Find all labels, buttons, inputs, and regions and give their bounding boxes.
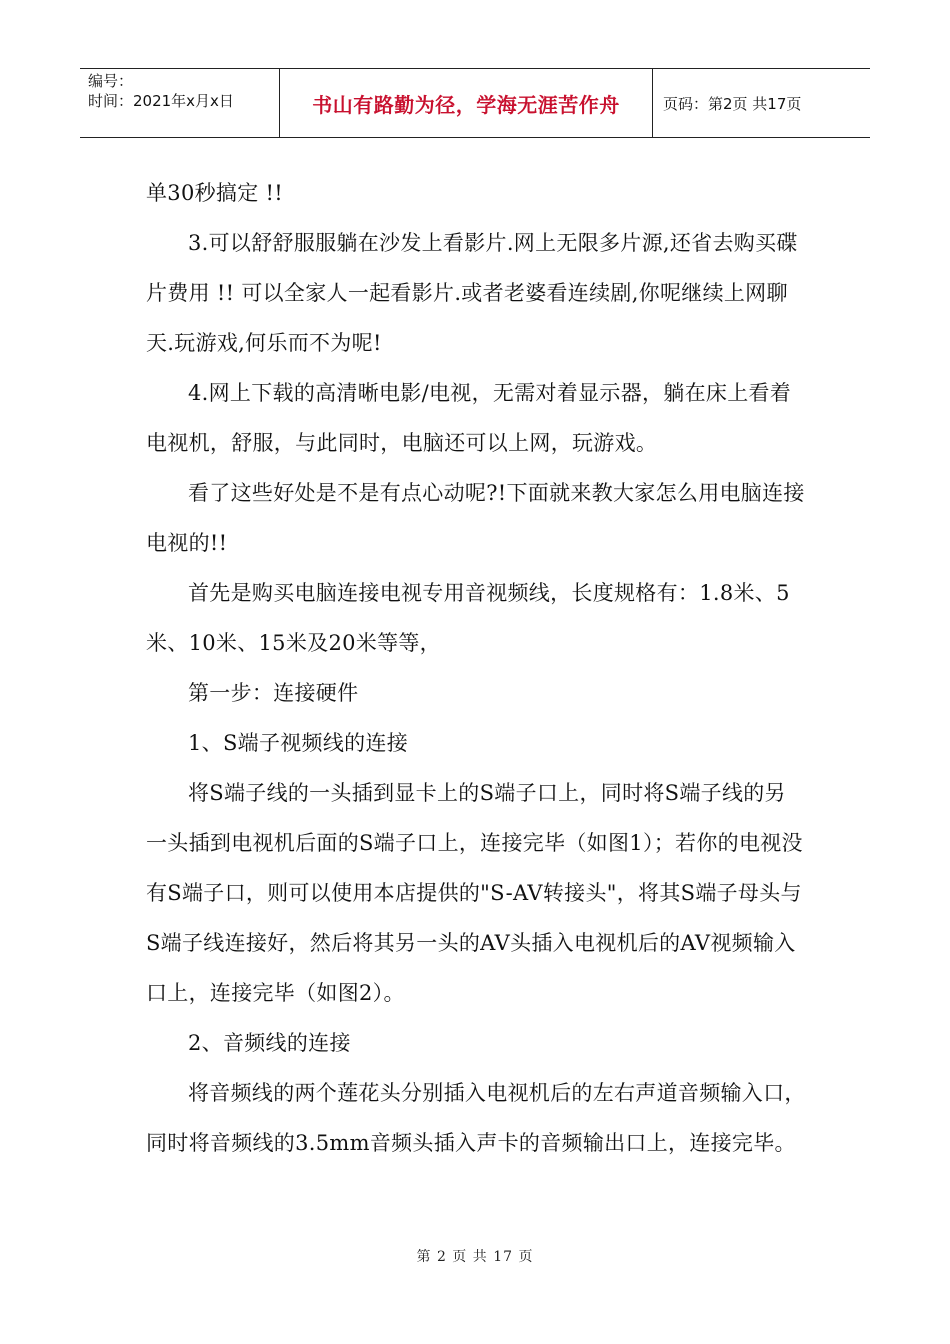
page-header (80, 68, 870, 138)
document-body (146, 168, 806, 1168)
paragraph-audio: 将音频线的两个莲花头分别插入电视机后的左右声道音频输入口，同时将音频线的3.5mm音频头插入声卡的音频输出口上，连接完毕。 (146, 1081, 806, 1155)
section-heading-s-video: 1、S端子视频线的连接 (188, 731, 409, 755)
time-label: 时间：2021年x月x日 (88, 92, 234, 110)
paragraph-2: 3.可以舒舒服服躺在沙发上看影片.网上无限多片源,还省去购买碟片费用 !! 可以全家人一起看影片.或者老婆看连续剧,你呢继续上网聊天.玩游戏,何乐而不为呢! (146, 231, 798, 355)
paragraph-3: 4.网上下载的高清晰电影/电视，无需对着显示器，躺在床上看着电视机，舒服，与此同时，电脑还可以上网，玩游戏。 (146, 381, 792, 455)
header-motto: 书山有路勤为径，学海无涯苦作舟 (280, 69, 653, 137)
paragraph-4: 看了这些好处是不是有点心动呢?!下面就来教大家怎么用电脑连接电视的!! (146, 481, 805, 555)
paragraph-5: 首先是购买电脑连接电视专用音视频线，长度规格有：1.8米、5米、10米、15米及20米等等， (146, 581, 790, 655)
header-meta (80, 69, 280, 137)
section-heading-audio: 2、音频线的连接 (188, 1031, 351, 1055)
number-label: 编号： (88, 72, 134, 90)
header-page-info: 页码：第2页 共17页 (663, 94, 802, 113)
paragraph-s-video: 将S端子线的一头插到显卡上的S端子口上，同时将S端子线的另一头插到电视机后面的S端子口上，连接完毕（如图1）；若你的电视没有S端子口，则可以使用本店提供的"S-AV转接头"，将其S端子母头与S端子线连接好，然后将其另一头的AV头插入电视机后的AV视频输入口上，连接完毕（如图2）。 (146, 781, 803, 1005)
page-footer: 第 2 页 共 17 页 (416, 1249, 534, 1265)
step-heading: 第一步：连接硬件 (188, 681, 359, 705)
paragraph-1: 单30秒搞定 !! (146, 181, 283, 205)
